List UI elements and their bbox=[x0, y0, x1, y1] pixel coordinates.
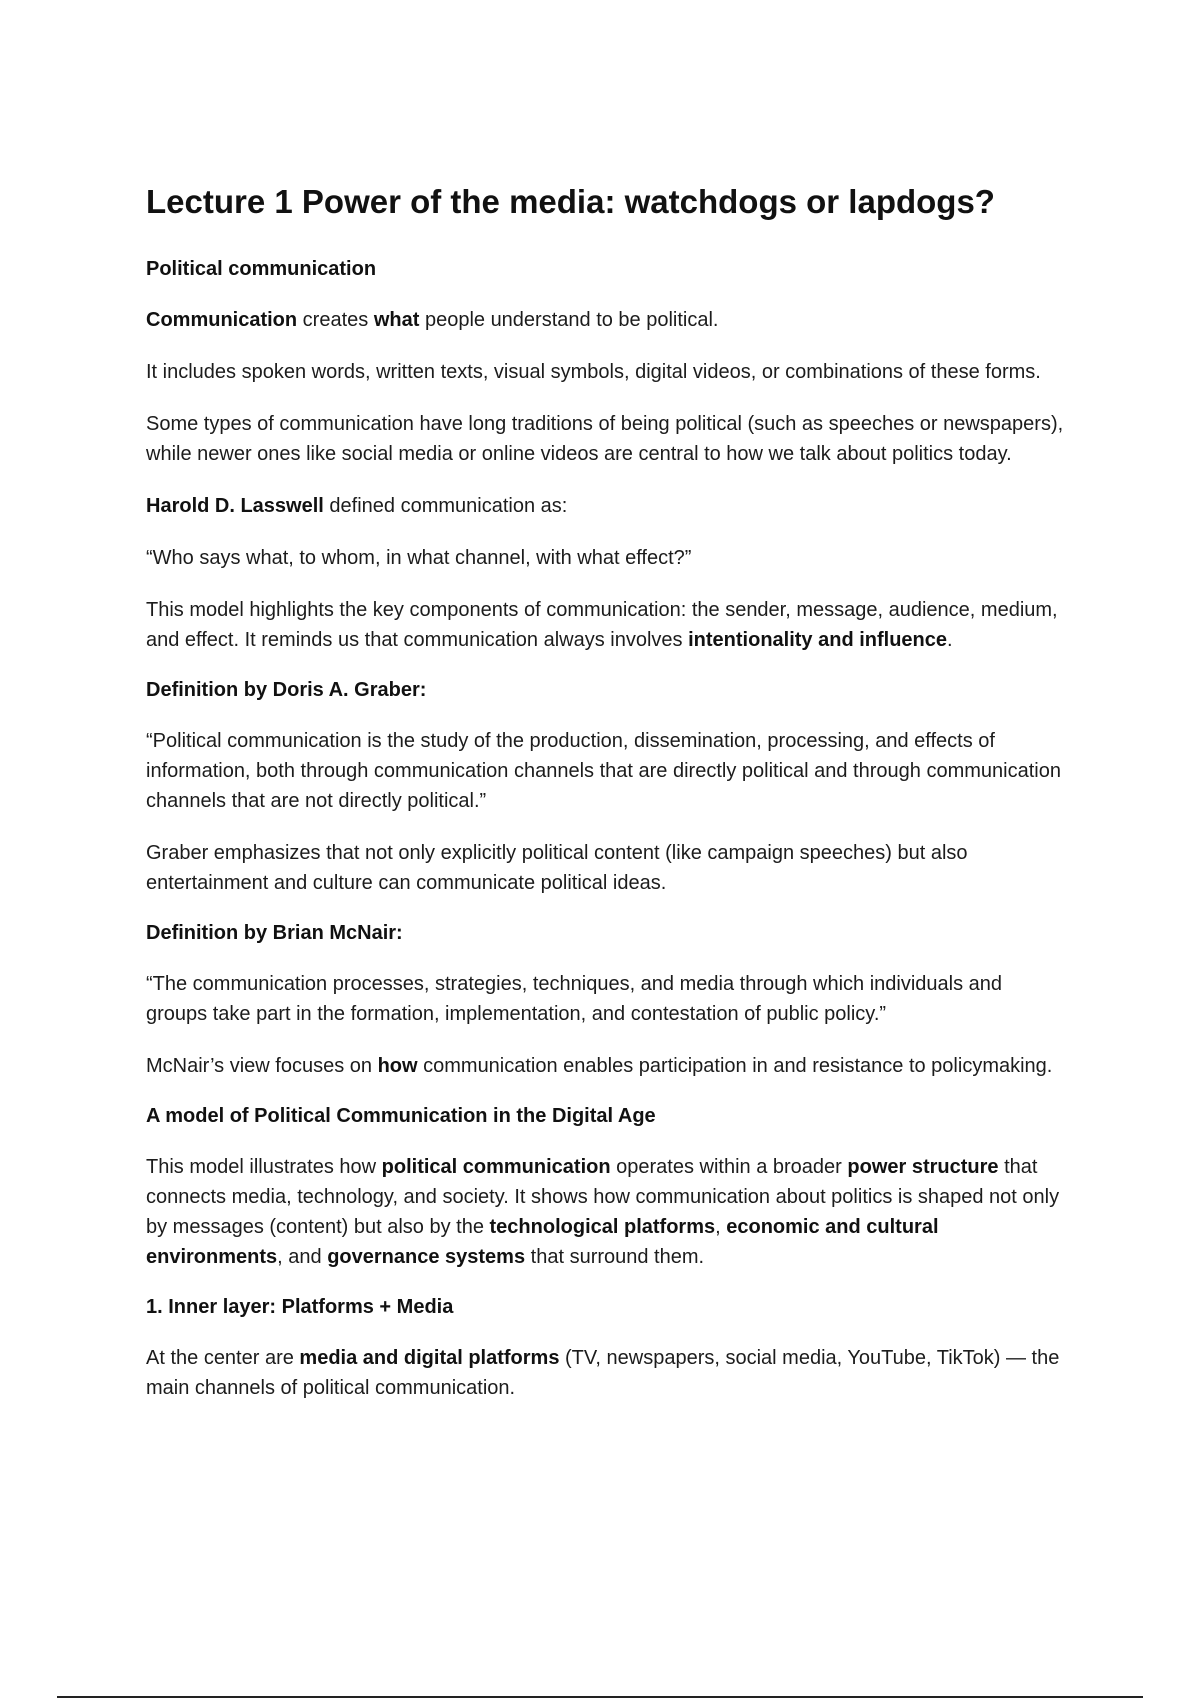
document-page bbox=[146, 178, 1066, 1425]
bold-term: media and digital platforms bbox=[299, 1347, 560, 1369]
section-heading-political-communication: Political communication bbox=[146, 258, 377, 280]
paragraph-lasswell-quote: “Who says what, to whom, in what channel, with what effect?” bbox=[146, 547, 692, 569]
bold-term: Harold D. Lasswell bbox=[146, 495, 324, 517]
text-run: that surround them. bbox=[525, 1246, 705, 1268]
text-run: people understand to be political. bbox=[419, 309, 719, 331]
bold-term: what bbox=[373, 309, 420, 331]
section-heading-model: A model of Political Communication in the Digital Age bbox=[146, 1105, 656, 1127]
text-run: . bbox=[947, 629, 953, 651]
text-run: defined communication as: bbox=[323, 495, 568, 517]
bold-term: economic and cultural environments bbox=[146, 1216, 939, 1268]
paragraph-model-description bbox=[146, 1152, 1066, 1272]
section-heading-mcnair: Definition by Brian McNair: bbox=[146, 922, 403, 944]
text-run: that connects media, technology, and society. It shows how communication about politics is shaped not only by messages (content) but also by the bbox=[146, 1156, 1060, 1238]
paragraph-graber-emphasis: Graber emphasizes that not only explicitly political content (like campaign speeches) but also entertainment and culture can communicate political ideas. bbox=[146, 842, 968, 894]
paragraph-lasswell-model bbox=[146, 595, 1066, 655]
paragraph-communication-forms: It includes spoken words, written texts, visual symbols, digital videos, or combinations of these forms. bbox=[146, 361, 1041, 383]
bold-term: technological platforms bbox=[489, 1216, 716, 1238]
text-run: (TV, newspapers, social media, YouTube, TikTok) — the main channels of political communication. bbox=[146, 1347, 1060, 1399]
section-heading-graber: Definition by Doris A. Graber: bbox=[146, 679, 427, 701]
bold-term: power structure bbox=[847, 1156, 999, 1178]
bold-term: intentionality and influence bbox=[688, 629, 948, 651]
bold-term: political communication bbox=[381, 1156, 611, 1178]
text-run: creates bbox=[297, 309, 374, 331]
bold-term: how bbox=[377, 1055, 418, 1077]
paragraph-lasswell-intro bbox=[146, 491, 1066, 521]
bold-term: Communication bbox=[146, 309, 298, 331]
paragraph-mcnair-view bbox=[146, 1051, 1066, 1081]
text-run: , bbox=[715, 1216, 727, 1238]
paragraph-communication-creates bbox=[146, 305, 1066, 335]
paragraph-inner-layer bbox=[146, 1343, 1066, 1403]
paragraph-communication-traditions: Some types of communication have long traditions of being political (such as speeches or newspapers), while newer ones like social media or online videos are central to how we talk about politics today. bbox=[146, 413, 1064, 465]
text-run: operates within a broader bbox=[610, 1156, 848, 1178]
text-run: McNair’s view focuses on bbox=[146, 1055, 378, 1077]
page-bottom-divider bbox=[57, 1696, 1143, 1698]
page-title: Lecture 1 Power of the media: watchdogs or lapdogs? bbox=[146, 183, 995, 220]
bold-term: governance systems bbox=[327, 1246, 526, 1268]
paragraph-graber-quote: “Political communication is the study of the production, dissemination, processing, and effects of information, both through communication channels that are directly political and through communication channels that are not directly political.” bbox=[146, 730, 1061, 812]
text-run: This model illustrates how bbox=[146, 1156, 382, 1178]
text-run: This model highlights the key components of communication: the sender, message, audience, medium, and effect. It reminds us that communication always involves bbox=[146, 599, 1058, 651]
text-run: At the center are bbox=[146, 1347, 300, 1369]
section-heading-inner-layer: 1. Inner layer: Platforms + Media bbox=[146, 1296, 454, 1318]
paragraph-mcnair-quote: “The communication processes, strategies, techniques, and media through which individuals and groups take part in the formation, implementation, and contestation of public policy.” bbox=[146, 973, 1003, 1025]
text-run: communication enables participation in and resistance to policymaking. bbox=[417, 1055, 1053, 1077]
text-run: , and bbox=[277, 1246, 328, 1268]
